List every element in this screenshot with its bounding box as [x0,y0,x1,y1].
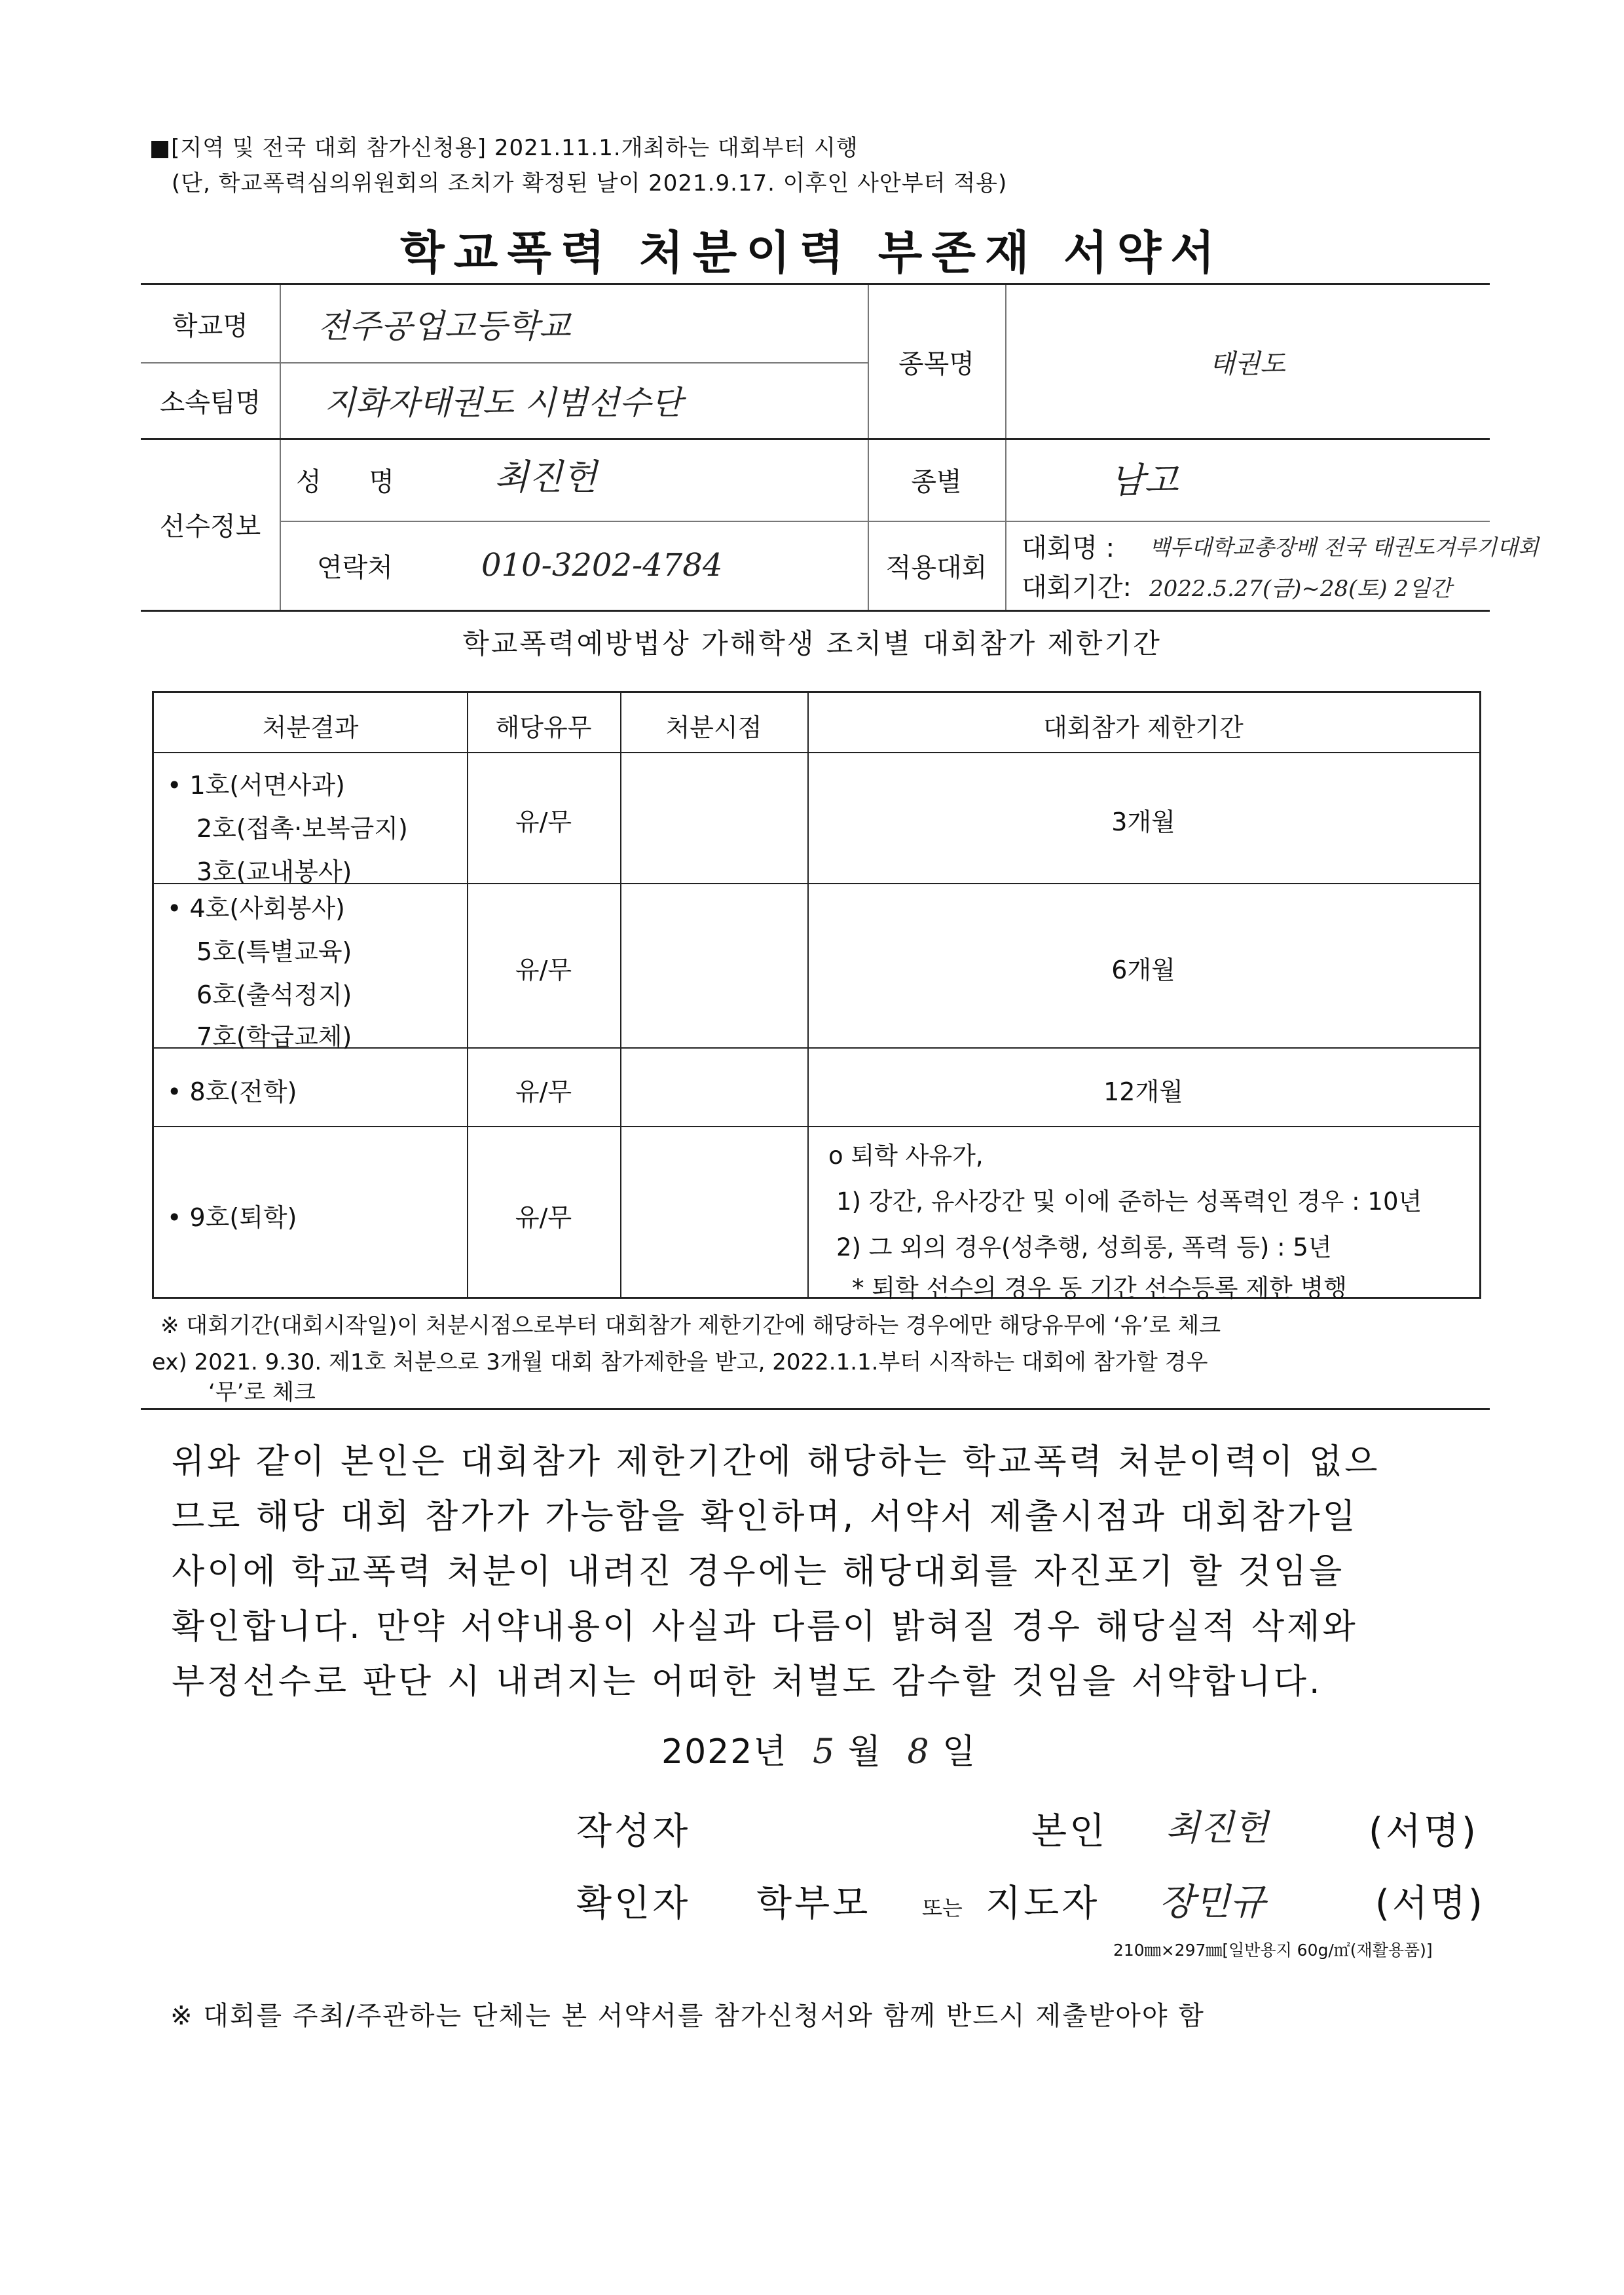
penalty-item: • 9호(퇴학) [167,1203,297,1232]
self-label: 본인 [1031,1810,1108,1853]
player-info-label: 선수정보 [159,511,261,542]
competition-period-label: 대회기간: [1022,572,1132,603]
applicable-checkbox[interactable]: 유/무 [515,1203,572,1232]
pledge-line: 부정선수로 판단 시 내려지는 어떠한 처벌도 감수할 것임을 서약합니다. [172,1662,1323,1702]
gender-label: 종별 [911,466,962,497]
header-line-1: ■[지역 및 전국 대회 참가신청용] 2021.11.1.개최하는 대회부터 시행 [149,135,858,161]
competition-name-label: 대회명 : [1022,532,1115,563]
pledge-line: 위와 같이 본인은 대회참가 제한기간에 해당하는 학교폭력 처분이력이 없으 [172,1442,1380,1482]
name-value: 최진헌 [494,456,597,498]
expulsion-reason-line: o 퇴학 사유가, [828,1142,984,1170]
sign-label-2: (서명) [1375,1882,1485,1925]
name-label: 성 명 [296,466,414,497]
note-2: ex) 2021. 9.30. 제1호 처분으로 3개월 대회 참가제한을 받고, 2022.1.1.부터 시작하는 대회에 참가할 경우 [152,1349,1208,1375]
note-3: ‘무’로 체크 [208,1379,316,1406]
divider [141,1408,1490,1410]
confirmer-label: 확인자 [576,1882,691,1925]
sign-label: (서명) [1369,1810,1479,1853]
contact-label: 연락처 [317,552,393,583]
applicable-checkbox[interactable]: 유/무 [515,956,572,984]
penalty-item: 5호(특별교육) [196,937,352,966]
signed-date: 2022년 5 월 8 일 [661,1732,977,1772]
pledge-line: 확인합니다. 만약 서약내용이 사실과 다름이 밝혀질 경우 해당실적 삭제와 [172,1607,1358,1647]
competition-name-value: 백두대학교총장배 전국 태권도겨루기대회 [1149,534,1539,560]
coach-signature-name: 장민규 [1159,1881,1266,1924]
penalty-item: 2호(접촉·보복금지) [196,814,408,843]
coach-label: 지도자 [986,1882,1100,1925]
penalty-item: • 4호(사회봉사) [167,894,345,923]
sport-label: 종목명 [898,348,974,379]
penalty-table [152,691,1481,1302]
document-title: 학교폭력 처분이력 부존재 서약서 [400,226,1224,280]
expulsion-reason-line: 2) 그 외의 경우(성추행, 성희롱, 폭력 등) : 5년 [836,1233,1332,1261]
competition-period-value: 2022.5.27(금)~28(토) 2일간 [1149,575,1452,602]
header-time: 처분시점 [665,713,762,742]
writer-label: 작성자 [576,1810,691,1853]
penalty-subtitle: 학교폭력예방법상 가해학생 조치별 대회참가 제한기간 [462,627,1162,660]
date-day: 8 [907,1732,931,1772]
header-limit-period: 대회참가 제한기간 [1043,713,1244,742]
date-month: 5 [813,1732,836,1772]
date-year: 2022 [661,1732,754,1772]
apply-competition-label: 적용대회 [885,552,987,583]
school-value: 전주공업고등학교 [318,307,571,345]
penalty-item: • 8호(전학) [167,1077,297,1106]
note-1: ※ 대회기간(대회시작일)이 처분시점으로부터 대회참가 제한기간에 해당하는 경우에만 해당유무에 ‘유’로 체크 [160,1313,1221,1339]
pledge-line: 사이에 학교폭력 처분이 내려진 경우에는 해당대회를 자진포기 할 것임을 [172,1552,1345,1592]
team-label: 소속팀명 [159,387,261,418]
gender-value: 남고 [1110,459,1179,501]
header-line-2: (단, 학교폭력심의위원회의 조치가 확정된 날이 2021.9.17. 이후인 사안부터 적용) [172,170,1008,196]
applicable-checkbox[interactable]: 유/무 [515,1077,572,1106]
footer-note: ※ 대회를 주최/주관하는 단체는 본 서약서를 참가신청서와 함께 반드시 제출받아야 함 [170,2001,1205,2031]
expulsion-reason-line: 1) 강간, 유사강간 및 이에 준하는 성폭력인 경우 : 10년 [836,1187,1422,1216]
team-value: 지화자태권도 시범선수단 [324,384,683,422]
header-result: 처분결과 [262,713,359,742]
pledge-line: 므로 해당 대회 참가가 가능함을 확인하며, 서약서 제출시점과 대회참가일 [172,1497,1358,1537]
pledge-text [172,1434,1380,1709]
limit-period: 6개월 [1111,956,1175,984]
limit-period: 12개월 [1103,1077,1183,1106]
paper-spec: 210㎜×297㎜[일반용지 60g/㎡(재활용품)] [1113,1941,1433,1960]
expulsion-reason-line: * 퇴학 선수의 경우 동 기간 선수등록 제한 병행 [852,1274,1347,1302]
penalty-item: 7호(학급교체) [196,1022,352,1051]
self-signature-name: 최진헌 [1166,1807,1268,1848]
header-applicable: 해당유무 [495,713,592,742]
school-label: 학교명 [172,310,248,341]
penalty-item: 3호(교내봉사) [196,857,352,886]
penalty-item: 6호(출석정지) [196,980,352,1009]
contact-value: 010-3202-4784 [481,547,723,584]
sport-value: 태권도 [1209,348,1285,379]
or-label: 또는 [922,1895,963,1920]
penalty-item: • 1호(서면사과) [167,771,345,800]
applicable-checkbox[interactable]: 유/무 [515,808,572,836]
limit-period: 3개월 [1111,808,1175,836]
info-table [141,283,1539,612]
parent-label: 학부모 [756,1882,871,1925]
